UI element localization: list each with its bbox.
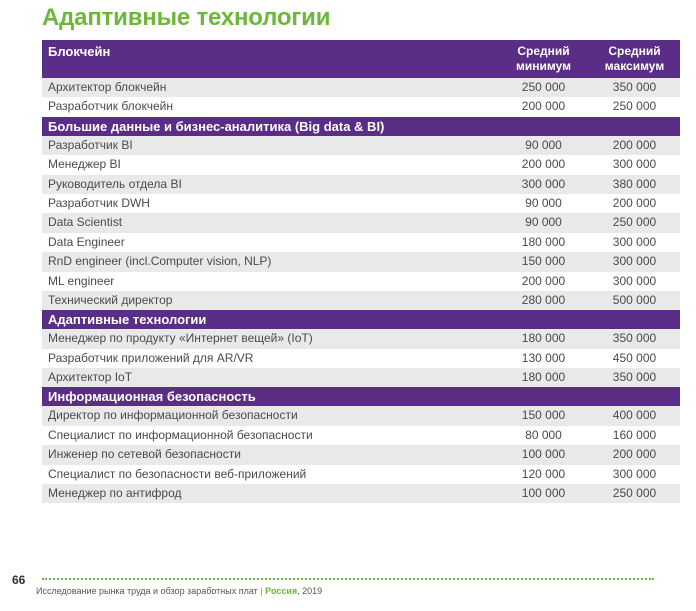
salary-min: 150 000 (521, 408, 566, 423)
table-row (42, 426, 680, 445)
salary-max: 160 000 (612, 427, 657, 442)
table-row (42, 465, 680, 484)
table-row (42, 233, 680, 252)
job-title: Архитектор IoT (48, 370, 133, 385)
column-header-max-line2: максимум (604, 59, 665, 73)
table-row (42, 349, 680, 368)
salary-min: 150 000 (521, 254, 566, 269)
salary-max: 300 000 (612, 273, 657, 288)
job-title: Data Engineer (48, 234, 125, 249)
job-title: Специалист по безопасности веб-приложений (48, 466, 307, 481)
salary-max: 380 000 (612, 176, 657, 191)
table-row (42, 329, 680, 348)
salary-max: 350 000 (612, 331, 657, 346)
footer-separator: | (260, 586, 263, 596)
footer-caption (36, 586, 322, 596)
table-row (42, 213, 680, 232)
table-row (42, 291, 680, 310)
section-header: Адаптивные технологии (42, 310, 680, 329)
salary-min: 100 000 (521, 447, 566, 462)
section-rows (42, 406, 680, 503)
salary-min: 120 000 (521, 466, 566, 481)
job-title: Директор по информационной безопасности (48, 408, 298, 423)
job-title: Data Scientist (48, 215, 123, 230)
table-row (42, 406, 680, 425)
job-title: Специалист по информационной безопасности (48, 427, 313, 442)
salary-max: 300 000 (612, 157, 657, 172)
section-header: Блокчейн (48, 44, 111, 59)
salary-min: 90 000 (525, 215, 562, 230)
salary-max: 250 000 (612, 215, 657, 230)
job-title: Менеджер по антифрод (48, 486, 182, 501)
table-row (42, 155, 680, 174)
job-title: Разработчик BI (48, 137, 133, 152)
salary-min: 250 000 (521, 80, 566, 94)
salary-max: 400 000 (612, 408, 657, 423)
table-header-row (42, 40, 680, 78)
salary-min: 280 000 (521, 292, 566, 307)
table-row (42, 368, 680, 387)
job-title: Разработчик DWH (48, 195, 150, 210)
job-title: Разработчик блокчейн (48, 99, 173, 114)
job-title: Инженер по сетевой безопасности (48, 447, 241, 462)
column-header-min (498, 40, 589, 78)
section-rows (42, 78, 680, 117)
page-number: 66 (12, 573, 26, 587)
column-header-min-line1: Средний (517, 44, 570, 58)
salary-max: 300 000 (612, 254, 657, 269)
table-row (42, 78, 680, 97)
page-title: Адаптивные технологии (42, 4, 331, 31)
job-title: ML engineer (48, 273, 115, 288)
table-row (42, 136, 680, 155)
job-title: Руководитель отдела BI (48, 176, 182, 191)
section-header: Большие данные и бизнес-аналитика (Big data & BI) (42, 117, 680, 136)
job-title: Технический директор (48, 292, 173, 307)
table-row (42, 484, 680, 503)
salary-min: 180 000 (521, 370, 566, 385)
table-row (42, 445, 680, 464)
salary-min: 180 000 (521, 331, 566, 346)
salary-table (42, 40, 680, 503)
table-row (42, 272, 680, 291)
footer-year: , 2019 (297, 586, 323, 596)
column-header-max (589, 40, 680, 78)
section-header: Информационная безопасность (42, 387, 680, 406)
footer-country: Россия (265, 586, 298, 596)
salary-min: 130 000 (521, 350, 566, 365)
table-row (42, 175, 680, 194)
job-title: Архитектор блокчейн (48, 80, 167, 94)
salary-max: 200 000 (612, 195, 657, 210)
salary-min: 200 000 (521, 99, 566, 114)
table-row (42, 97, 680, 116)
salary-max: 300 000 (612, 466, 657, 481)
salary-max: 200 000 (612, 447, 657, 462)
job-title: Разработчик приложений для AR/VR (48, 350, 254, 365)
section-rows (42, 136, 680, 311)
footer-divider (42, 578, 654, 580)
table-row (42, 194, 680, 213)
salary-max: 500 000 (612, 292, 657, 307)
salary-min: 200 000 (521, 157, 566, 172)
footer-text: Исследование рынка труда и обзор заработных плат (36, 586, 258, 596)
salary-max: 200 000 (612, 137, 657, 152)
column-header-min-line2: минимум (516, 59, 571, 73)
salary-max: 350 000 (612, 80, 657, 94)
job-title: Менеджер BI (48, 157, 121, 172)
salary-max: 450 000 (612, 350, 657, 365)
salary-max: 250 000 (612, 486, 657, 501)
salary-max: 350 000 (612, 370, 657, 385)
salary-max: 300 000 (612, 234, 657, 249)
column-header-max-line1: Средний (608, 44, 661, 58)
job-title: RnD engineer (incl.Computer vision, NLP) (48, 254, 272, 269)
job-title: Менеджер по продукту «Интернет вещей» (IoT) (48, 331, 313, 346)
section-rows (42, 329, 680, 387)
salary-min: 200 000 (521, 273, 566, 288)
salary-min: 90 000 (525, 195, 562, 210)
salary-min: 300 000 (521, 176, 566, 191)
salary-max: 250 000 (612, 99, 657, 114)
table-row (42, 252, 680, 271)
salary-min: 180 000 (521, 234, 566, 249)
salary-min: 90 000 (525, 137, 562, 152)
salary-min: 80 000 (525, 427, 562, 442)
salary-min: 100 000 (521, 486, 566, 501)
